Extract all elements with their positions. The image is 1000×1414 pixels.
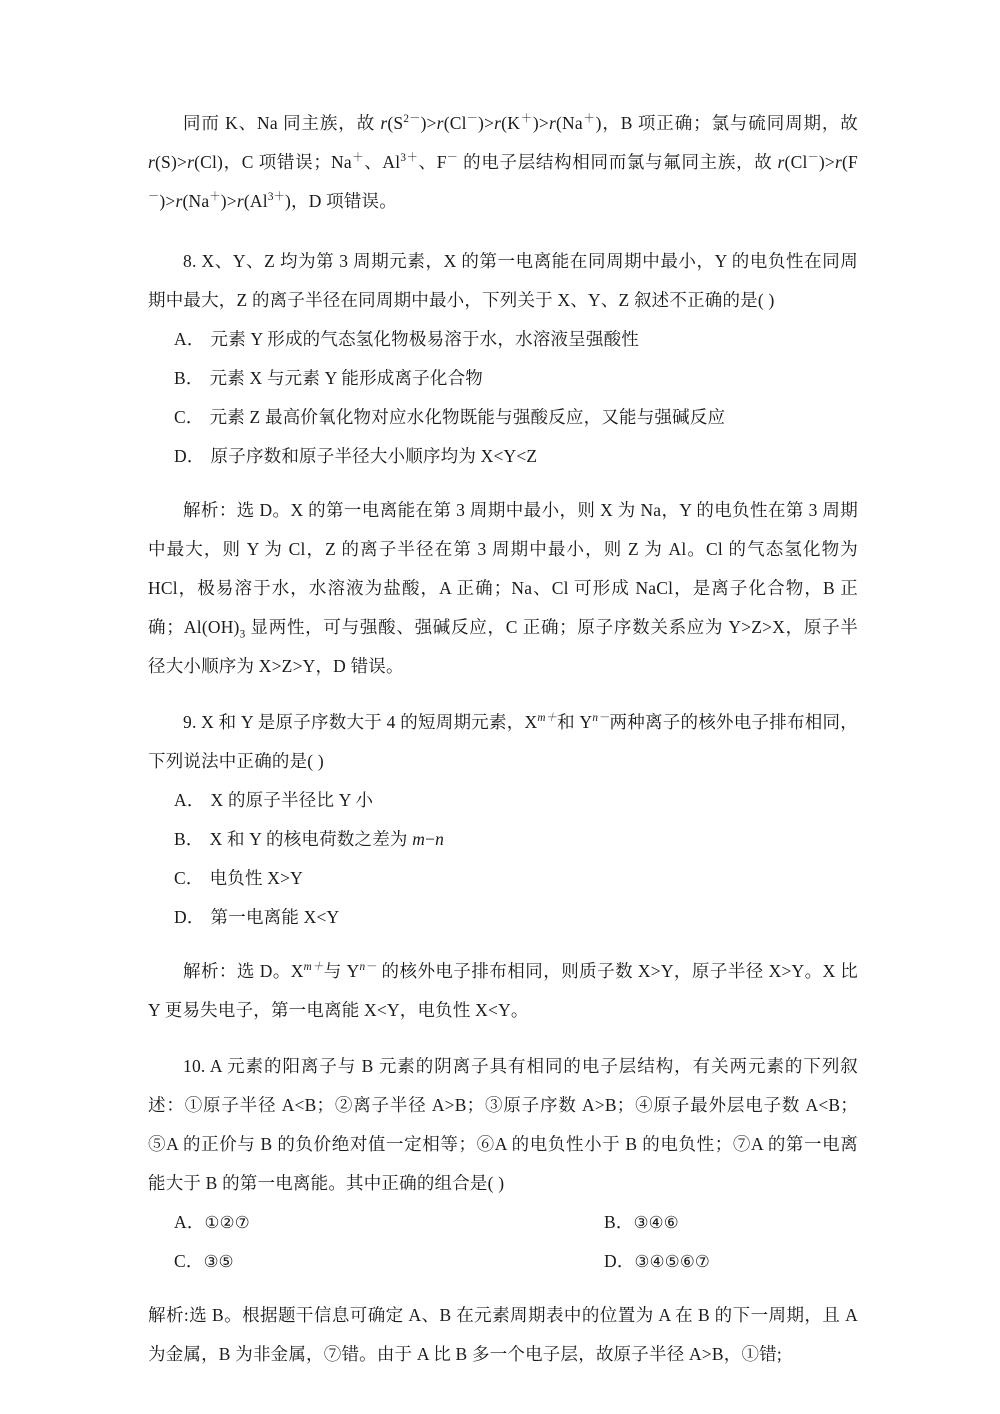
superscript: － [446, 152, 459, 165]
superscript: 3＋ [267, 191, 285, 204]
option-label: A． [174, 1212, 205, 1232]
option-label: B． [174, 368, 204, 388]
superscript: n－ [592, 712, 610, 725]
subscript: 3 [239, 628, 246, 641]
text-run: ) [285, 191, 292, 211]
option-label: C． [174, 407, 204, 427]
question-10-stem [148, 1047, 858, 1203]
radius-symbol: r [777, 152, 785, 172]
text-run: (F [842, 152, 858, 172]
question-8-option-c[interactable] [148, 398, 858, 437]
superscript: 2－ [403, 113, 421, 126]
question-8-stem [148, 242, 858, 320]
variable-n: n [435, 829, 445, 849]
solution-answer: 选 D。 [236, 961, 291, 981]
radius-symbol: r [835, 152, 843, 172]
solution-text: X 的第一电离能在第 3 周期中最小，则 X 为 Na，Y 的电负性在第 3 周期中最大，则 Y 为 Cl，Z 的离子半径在第 3 周期中最小，则 Z 为 Al。Cl 的气态氢化物为 HCl，极易溶于水，水溶液为盐酸，A 正确；Na、Cl 可形成 NaCl，是离子化合物，B 正确；Al(OH) [148, 500, 858, 637]
spacer [148, 225, 858, 242]
option-label: B． [174, 829, 204, 849]
question-10-solution [148, 1296, 858, 1374]
radius-symbol: r [148, 152, 156, 172]
option-label: D． [174, 446, 205, 466]
text-run: 两种离子的核外电子排布相同，下列说法中正确的是( [148, 712, 858, 771]
text-run: )> [532, 113, 549, 133]
spacer [148, 476, 858, 491]
option-label: D． [604, 1251, 635, 1271]
text-run: (S)> [155, 152, 188, 172]
radius-symbol: r [187, 152, 195, 172]
solution-prefix: 解析： [183, 961, 237, 981]
question-text: A 元素的阳离子与 B 元素的阴离子具有相同的电子层结构，有关两元素的下列叙述：①原子半径 A<B；②离子半径 A>B；③原子序数 A>B；④原子最外层电子数 A<B；⑤A 的正价与 B 的负价绝对值一定相等；⑥A 的电负性小于 B 的电负性；⑦A 的第一电离能大于 B 的第一电离能。其中正确的组合是( [148, 1056, 858, 1193]
radius-symbol: r [494, 113, 502, 133]
question-10-option-d[interactable] [604, 1242, 858, 1281]
text-run: )> [159, 191, 176, 211]
solution-text: 显两性，可与强酸、强碱反应，C 正确；原子序数关系应为 Y>Z>X，原子半径大小顺序为 X>Z>Y，D 错误。 [148, 617, 859, 676]
question-10-option-a[interactable] [174, 1203, 604, 1242]
superscript: ＋ [520, 113, 533, 126]
text-run: (Cl) [194, 152, 224, 172]
superscript: n－ [359, 961, 377, 974]
solution-answer: 选 D。 [236, 500, 291, 520]
question-9-solution [148, 952, 858, 1030]
text-run: (Cl [443, 113, 467, 133]
option-label: A． [174, 329, 205, 349]
text-run: 的电子层结构相同而氯与氟同主族，故 [458, 152, 778, 172]
question-9-option-c[interactable] [148, 859, 858, 898]
question-8-option-d[interactable] [148, 437, 858, 476]
question-8-option-b[interactable] [148, 359, 858, 398]
option-text: 元素 Z 最高价氧化物对应水化物既能与强酸反应，又能与强碱反应 [209, 407, 726, 427]
option-text: ③⑤ [203, 1252, 234, 1271]
question-number: 9. [183, 712, 197, 732]
question-number: 8. [183, 251, 197, 271]
option-text: ③④⑤⑥⑦ [634, 1252, 710, 1271]
radius-symbol: r [236, 191, 244, 211]
question-10-option-row-1 [148, 1203, 858, 1242]
text-run: (Cl [784, 152, 808, 172]
text-run: ，B 项正确；氯与硫同周期，故 [601, 113, 859, 133]
text-run: (Na [182, 191, 210, 211]
text-run: 和 Y [557, 712, 593, 732]
option-text: 原子序数和原子半径大小顺序均为 X<Y<Z [210, 446, 538, 466]
question-9-option-b[interactable] [148, 820, 858, 859]
option-text: 元素 Y 形成的气态氢化物极易溶于水，水溶液呈强酸性 [210, 329, 639, 349]
superscript: 3＋ [400, 152, 419, 165]
solution-prefix: 解析： [183, 500, 237, 520]
option-text: ①②⑦ [204, 1213, 250, 1232]
text-run: )> [818, 152, 836, 172]
radius-symbol: r [436, 113, 444, 133]
option-label: B． [604, 1212, 634, 1232]
spacer [148, 686, 858, 703]
variable-m: m [412, 829, 426, 849]
text-run: ) [768, 290, 775, 310]
option-text: 第一电离能 X<Y [210, 907, 340, 927]
question-9-option-a[interactable] [148, 781, 858, 820]
text-run: )> [420, 113, 437, 133]
text-run: ) [317, 751, 324, 771]
spacer [148, 1281, 858, 1296]
radius-symbol: r [380, 113, 388, 133]
superscript: ＋ [582, 113, 596, 126]
option-text: ③④⑥ [633, 1213, 679, 1232]
question-10-option-c[interactable] [174, 1242, 604, 1281]
text-run: 、Al [364, 152, 401, 172]
option-label: A． [174, 790, 205, 810]
text-run: )> [478, 113, 495, 133]
text-run: ，C 项错误；Na [223, 152, 352, 172]
page-content [148, 104, 858, 1374]
solution-text: 的核外电子排布相同，则质子数 X>Y，原子半径 X>Y。X 比 Y 更易失电子，第一电离能 X<Y，电负性 X<Y。 [148, 961, 858, 1020]
superscript: － [148, 191, 160, 204]
question-9-stem [148, 703, 858, 781]
option-label: C． [174, 1251, 204, 1271]
radius-symbol: r [548, 113, 556, 133]
option-label: D． [174, 907, 205, 927]
solution-text: 与 Y [323, 961, 360, 981]
text-run: ，D 项错误。 [291, 191, 397, 211]
text-run: )> [220, 191, 237, 211]
question-number: 10. [183, 1056, 206, 1076]
text-run: (K [501, 113, 521, 133]
question-10-option-row-2 [148, 1242, 858, 1281]
minus-sign: − [425, 829, 436, 849]
text-run: (Na [555, 113, 583, 133]
text-run: (S [387, 113, 404, 133]
solution-text: X [290, 961, 304, 981]
superscript: ＋ [351, 152, 365, 165]
text-run: ) [595, 113, 602, 133]
superscript: － [807, 152, 819, 165]
solution-prefix: 解析: [148, 1305, 189, 1325]
question-8-option-a[interactable] [148, 320, 858, 359]
text-run: (Al [243, 191, 268, 211]
spacer [148, 1030, 858, 1047]
superscript: － [466, 113, 479, 126]
text-run: 同而 K、Na 同主族，故 [183, 113, 381, 133]
text-run: ) [498, 1173, 505, 1193]
question-9-option-d[interactable] [148, 898, 858, 937]
solution-text: 根据题干信息可确定 A、B 在元素周期表中的位置为 A 在 B 的下一周期，且 A 为金属，B 为非金属，⑦错。由于 A 比 B 多一个电子层，故原子半径 A>B，①错; [148, 1305, 858, 1364]
question-8-solution [148, 491, 858, 686]
solution-answer: 选 B。 [188, 1305, 243, 1325]
question-10-option-b[interactable] [604, 1203, 858, 1242]
question-text: X、Y、Z 均为第 3 周期元素，X 的第一电离能在同周期中最小，Y 的电负性在同周期中最大，Z 的离子半径在同周期中最小，下列关于 X、Y、Z 叙述不正确的是( [148, 251, 858, 310]
superscript: ＋ [209, 191, 221, 204]
superscript: m＋ [537, 712, 558, 725]
option-text: 电负性 X>Y [209, 868, 303, 888]
text-run: 、F [418, 152, 447, 172]
option-text: X 的原子半径比 Y 小 [210, 790, 374, 810]
option-label: C． [174, 868, 204, 888]
solution-7-continuation [148, 104, 858, 221]
spacer [148, 937, 858, 952]
question-text: X 和 Y 是原子序数大于 4 的短周期元素，X [201, 712, 538, 732]
superscript: m＋ [303, 961, 324, 974]
option-text: 元素 X 与元素 Y 能形成离子化合物 [209, 368, 484, 388]
option-text: X 和 Y 的核电荷数之差为 [209, 829, 413, 849]
radius-symbol: r [175, 191, 183, 211]
